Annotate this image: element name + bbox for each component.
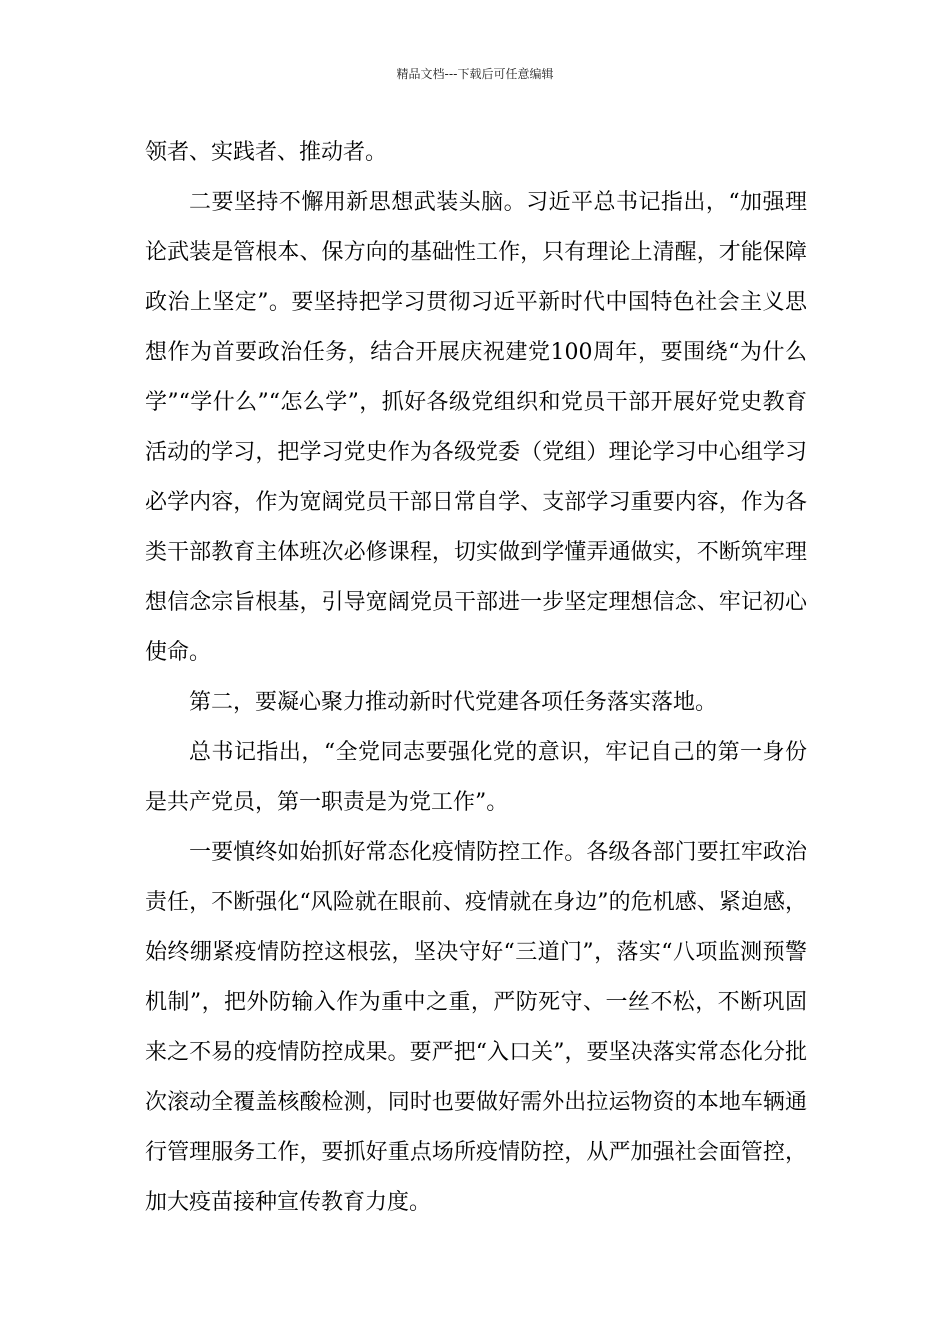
page-header: 精品文档---下载后可任意编辑 [396, 67, 554, 81]
paragraph-quote: 总书记指出，“全党同志要强化党的意识，牢记自己的第一身份是共产党员，第一职责是为党工作”。 [145, 740, 807, 815]
paragraph-epidemic-control: 一要慎终如始抓好常态化疫情防控工作。各级各部门要扛牢政治责任，不断强化“风险就在眼前、疫情就在身边”的危机感、紧迫感，始终绷紧疫情防控这根弦，坚决守好“三道门”，落实“八项监测预警机制”，把外防输入作为重中之重，严防死守、一丝不松，不断巩固来之不易的疫情防控成果。要严把“入口关”，要坚决落实常态化分批次滚动全覆盖核酸检测，同时也要做好需外出拉运物资的本地车辆通行管理服务工作，要抓好重点场所疫情防控，从严加强社会面管控，加大疫苗接种宣传教育力度。 [145, 840, 807, 1215]
paragraph-section-two-heading: 第二，要凝心聚力推动新时代党建各项任务落实落地。 [189, 690, 718, 715]
paragraph-continuation: 领者、实践者、推动者。 [145, 140, 388, 165]
document-body [145, 128, 807, 1228]
paragraph-theory-arming: 二要坚持不懈用新思想武装头脑。习近平总书记指出，“加强理论武装是管根本、保方向的基础性工作，只有理论上清醒，才能保障政治上坚定”。要坚持把学习贯彻习近平新时代中国特色社会主义思想作为首要政治任务，结合开展庆祝建党100周年，要围绕“为什么学”“学什么”“怎么学”，抓好各级党组织和党员干部开展好党史教育活动的学习，把学习党史作为各级党委（党组）理论学习中心组学习必学内容，作为宽阔党员干部日常自学、支部学习重要内容，作为各类干部教育主体班次必修课程，切实做到学懂弄通做实，不断筑牢理想信念宗旨根基，引导宽阔党员干部进一步坚定理想信念、牢记初心使命。 [145, 190, 807, 665]
